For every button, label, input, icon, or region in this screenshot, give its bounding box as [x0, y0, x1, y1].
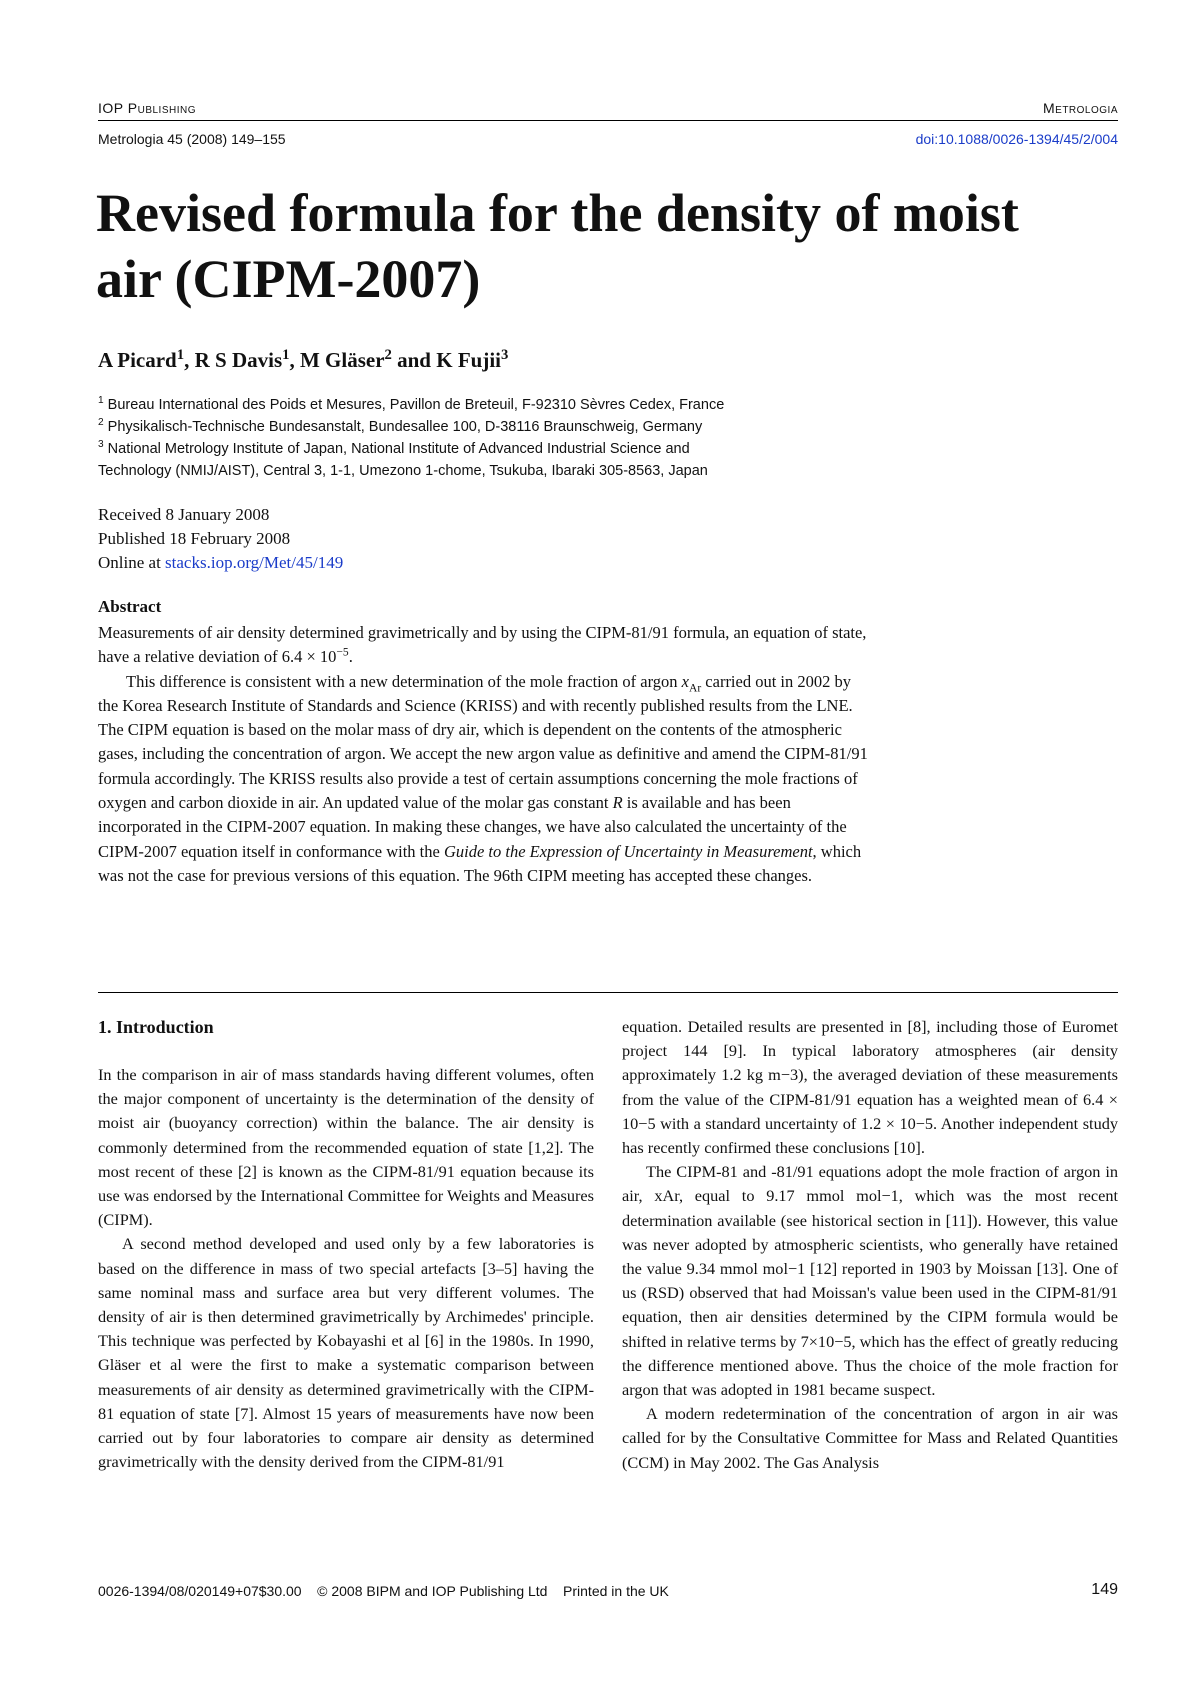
left-column: [98, 1063, 594, 1474]
online-prefix: Online at: [98, 553, 161, 572]
copyright: © 2008 BIPM and IOP Publishing Ltd: [317, 1583, 548, 1599]
abstract-text: Measurements of air density determined gravimetrically and by using the CIPM-81/91 formula, an equation of state, have a relative deviation of 6.4 × 10: [98, 623, 867, 667]
affiliation-number: 2: [98, 417, 104, 429]
publication-dates: [98, 503, 343, 575]
section-heading: 1. Introduction: [98, 1017, 214, 1037]
author-name: M Gläser: [299, 348, 385, 372]
page-number: 149: [1091, 1581, 1118, 1598]
author-affil-marker: 1: [176, 347, 185, 363]
abstract-heading: Abstract: [98, 597, 162, 616]
received-date: Received 8 January 2008: [98, 505, 270, 524]
affiliation-text: Physikalisch-Technische Bundesanstalt, Bundesallee 100, D-38116 Braunschweig, Germany: [107, 419, 703, 435]
affiliation-number: 3: [98, 439, 104, 451]
affiliation-text: Bureau International des Poids et Mesures, Pavillon de Breteuil, F-92310 Sèvres Cedex, France: [107, 397, 725, 413]
publisher-name: IOP Publishing: [98, 100, 196, 116]
author-affil-marker: 3: [501, 347, 509, 363]
affiliation: [98, 394, 1098, 416]
header-rule: [98, 120, 1118, 121]
author-name: R S Davis: [194, 348, 283, 372]
body-paragraph: equation. Detailed results are presented in [8], including those of Euromet project 144 [9]. In typical laboratory atmospheres (air density approximately 1.2 kg m−3), the averaged deviation of these measurements from the value of the CIPM-81/91 equation has a weighted mean of 6.4 × 10−5 with a standard uncertainty of 1.2 × 10−5. Another independent study has recently confirmed these conclusions [10].: [622, 1017, 1118, 1158]
abstract-text: carried out in 2002 by the Korea Research Institute of Standards and Science (KRISS) and with recently published results from the LNE. The CIPM equation is based on the molar mass of dry air, which is dependent on the contents of the atmospheric gases, including the concentration of argon. We accept the new argon value as definitive and amend the CIPM-81/91 formula accordingly. The KRISS results also provide a test of certain assumptions concerning the mole fractions of oxygen and carbon dioxide in air. An updated value of the molar gas constant: [98, 671, 868, 813]
citation: Metrologia 45 (2008) 149–155: [98, 131, 286, 147]
exponent: −5: [336, 646, 349, 659]
math-variable: x: [681, 671, 689, 691]
abstract-rule: [98, 992, 1118, 993]
abstract-body: [98, 621, 868, 888]
abstract-text: , which was not the case for previous versions of this equation. The 96th CIPM meeting has accepted these changes.: [98, 841, 862, 885]
title-line-2: air (CIPM-2007): [96, 249, 481, 309]
affiliations: [98, 394, 1098, 482]
journal-name: Metrologia: [1042, 100, 1118, 116]
affiliation: [98, 438, 1098, 460]
abstract-text: This difference is consistent with a new determination of the mole fraction of argon: [126, 671, 682, 691]
printed-in: Printed in the UK: [563, 1583, 669, 1599]
author-name: A Picard: [98, 348, 177, 372]
author-affil-marker: 1: [282, 347, 290, 363]
guide-title: Guide to the Expression of Uncertainty in Measurement: [443, 841, 813, 861]
online-line: [98, 551, 343, 575]
abstract-text: .: [348, 647, 353, 667]
math-variable: R: [612, 793, 623, 813]
affiliation-number: 1: [98, 395, 104, 407]
author-list: A Picard$^1$, R S Davis$^1$, M Gläser$^2$ and K Fujii$^3$: [98, 347, 509, 372]
published-date: Published 18 February 2008: [98, 529, 291, 548]
body-paragraph: In the comparison in air of mass standards having different volumes, often the major component of uncertainty is the determination of the density of moist air (buoyancy correction) within the balance. The air density is commonly determined from the recommended equation of state [1,2]. The most recent of these [2] is known as the CIPM-81/91 equation because its use was endorsed by the International Committee for Weights and Measures (CIPM).: [98, 1065, 594, 1230]
footer-line: [98, 1583, 669, 1599]
article-code: 0026-1394/08/020149+07$30.00: [98, 1583, 302, 1599]
affiliation: [98, 416, 1098, 438]
body-paragraph: The CIPM-81 and -81/91 equations adopt the mole fraction of argon in air, xAr, equal to 9.17 mmol mol−1, which was the most recent determination available (see historical section in [11]). However, this value was never adopted by atmospheric scientists, who generally have retained the value 9.34 mmol mol−1 [12] reported in 1903 by Moissan [13]. One of us (RSD) observed that had Moissan's value been used in the CIPM-81/91 equation, then air densities determined by the CIPM formula would be shifted in relative terms by 7×10−5, which has the effect of greatly reducing the difference mentioned above. Thus the choice of the mole fraction for argon that was adopted in 1981 became suspect.: [622, 1162, 1118, 1400]
author-affil-marker: 2: [384, 347, 392, 363]
author-and: and: [397, 348, 431, 372]
math-subscript: Ar: [688, 681, 702, 694]
title-line-1: Revised formula for the density of moist: [96, 183, 1019, 243]
abstract-text: is available and has been incorporated in the CIPM-2007 equation. In making these changes, we have also calculated the uncertainty of the CIPM-2007 equation itself in conformance with the: [98, 793, 847, 861]
abstract-paragraph: [98, 670, 868, 889]
affiliation-continued: Technology (NMIJ/AIST), Central 3, 1-1, Umezono 1-chome, Tsukuba, Ibaraki 305-8563, Japan: [98, 463, 708, 479]
affiliation-text: National Metrology Institute of Japan, National Institute of Advanced Industrial Science and: [107, 441, 690, 457]
author-name: K Fujii: [436, 348, 501, 372]
doi-link[interactable]: doi:10.1088/0026-1394/45/2/004: [915, 131, 1118, 147]
online-link[interactable]: stacks.iop.org/Met/45/149: [165, 553, 344, 572]
right-column: [622, 1015, 1118, 1475]
body-paragraph: A modern redetermination of the concentration of argon in air was called for by the Consultative Committee for Mass and Related Quantities (CCM) in May 2002. The Gas Analysis: [622, 1404, 1118, 1472]
page-title: [96, 180, 1019, 312]
abstract-paragraph: [98, 621, 868, 670]
body-paragraph: A second method developed and used only by a few laboratories is based on the difference in mass of two special artefacts [3–5] having the same nominal mass and surface area but very different volumes. The density of air is then determined gravimetrically by Archimedes' principle. This technique was perfected by Kobayashi et al [6] in the 1980s. In 1990, Gläser et al were the first to make a systematic comparison between measurements of air density as determined gravimetrically with the CIPM-81 equation of state [7]. Almost 15 years of measurements have now been carried out by four laboratories to compare air density as determined gravimetrically with the density derived from the CIPM-81/91: [98, 1234, 594, 1472]
